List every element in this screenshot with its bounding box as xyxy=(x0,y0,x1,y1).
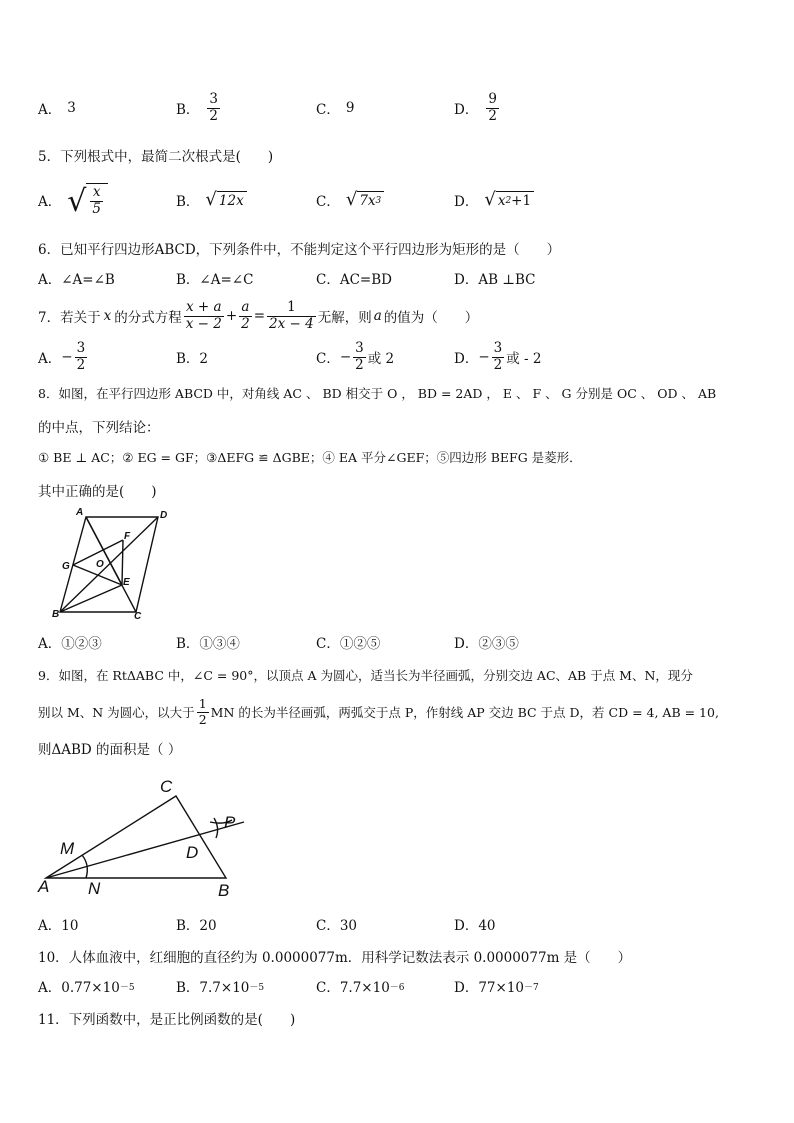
q7-stem: 7．若关于 x 的分式方程 $\frac{x + a}{x - 2}$ + $\frac{a}{2}$ = $\frac{1}{2x - 4}$ 无解，则 a 的值为（ ） xyxy=(38,298,479,332)
q9-option-d[interactable]: D．40 xyxy=(454,918,496,934)
q5-option-a[interactable]: A． √ $\frac{x}{5}$ xyxy=(38,178,108,222)
q9-option-c[interactable]: C．30 xyxy=(316,918,358,934)
q8-option-a[interactable]: A．①②③ xyxy=(38,636,102,652)
label-e: E xyxy=(123,577,130,588)
q4-option-c[interactable]: C． 9 xyxy=(316,100,355,118)
fraction: $\frac{x + a}{x - 2}$ xyxy=(185,298,222,332)
q9-option-b[interactable]: B．20 xyxy=(176,918,217,934)
segment-ae xyxy=(86,517,122,585)
q5-options xyxy=(38,178,758,222)
arc-p-1 xyxy=(214,818,218,838)
q8-options xyxy=(38,632,758,652)
q8-stem-line-1: 8．如图，在平行四边形 ABCD 中，对角线 AC 、 BD 相交于 O ， BD = 2AD ， E 、 F 、 G 分别是 OC 、 OD 、 AB xyxy=(38,386,717,401)
q4-option-d[interactable]: D． $\frac{9}{2}$ xyxy=(454,90,497,124)
label-a: A xyxy=(76,507,84,518)
q5-option-c[interactable]: C． √ 7x 3 xyxy=(316,178,384,222)
radical: √ 12x xyxy=(205,191,246,209)
label-f: F xyxy=(124,531,131,542)
q10-option-a[interactable]: A．0.77×10 －5 xyxy=(38,980,135,996)
fraction: $\frac{9}{2}$ xyxy=(488,90,497,124)
q5-option-b[interactable]: B． √ 12x xyxy=(176,178,247,222)
label-g: G xyxy=(62,561,70,572)
q7-option-a[interactable]: A． − $\frac{3}{2}$ xyxy=(38,339,86,373)
q7-option-c[interactable]: C． − $\frac{3}{2}$ 或 2 xyxy=(316,339,395,373)
label-m: M xyxy=(60,839,75,858)
q8-option-c[interactable]: C．①②⑤ xyxy=(316,636,381,652)
q4-option-a[interactable]: A． 3 xyxy=(38,100,76,118)
q8-option-b[interactable]: B．①③④ xyxy=(176,636,240,652)
radical: √ x 2 +1 xyxy=(484,191,534,209)
radical: √ 7x 3 xyxy=(346,191,384,209)
q8-question: 其中正确的是( ) xyxy=(38,484,157,500)
q4-options xyxy=(38,86,758,130)
label-b: B xyxy=(52,609,60,620)
q6-option-d[interactable]: D．AB ⊥BC xyxy=(454,272,536,288)
fraction: $\frac{3}{2}$ xyxy=(209,90,219,124)
ray-ap xyxy=(46,822,244,878)
q4-option-b[interactable]: B． $\frac{3}{2}$ xyxy=(176,90,219,124)
q10-options xyxy=(38,976,758,996)
segment-be xyxy=(60,585,122,612)
q6-option-c[interactable]: C．AC=BD xyxy=(316,272,392,288)
label-c: C xyxy=(134,611,142,622)
q5-option-d[interactable]: D． √ x 2 +1 xyxy=(454,178,534,222)
label-p: P xyxy=(224,813,236,832)
label-b: B xyxy=(218,881,230,900)
q7-option-b[interactable]: B．2 xyxy=(176,351,209,367)
q7-option-d[interactable]: D． − $\frac{3}{2}$ 或 - 2 xyxy=(454,339,542,373)
q10-option-b[interactable]: B．7.7×10 －5 xyxy=(176,980,265,996)
q6-option-a[interactable]: A．∠A=∠B xyxy=(38,272,115,288)
q7-options xyxy=(38,336,758,378)
q8-stem-line-2: 的中点，下列结论： xyxy=(38,420,160,436)
label-o: O xyxy=(96,559,104,570)
fraction-half: $\frac{1}{2}$ xyxy=(198,696,207,727)
label-c: C xyxy=(160,777,173,796)
label-a: A xyxy=(38,877,50,896)
q6-option-b[interactable]: B．∠A=∠C xyxy=(176,272,254,288)
q9-question: 则ΔABD 的面积是（ ） xyxy=(38,742,182,758)
label-d: D xyxy=(160,510,168,521)
q6-options xyxy=(38,268,758,288)
q11-stem: 11．下列函数中，是正比例函数的是( ) xyxy=(38,1012,296,1028)
radical: √ $\frac{x}{5}$ xyxy=(67,183,108,217)
fraction: $\frac{1}{2x - 4}$ xyxy=(269,298,314,332)
q9-options xyxy=(38,914,758,934)
q10-option-d[interactable]: D．77×10 －7 xyxy=(454,980,539,996)
q9-stem-line-2: 别以 M、N 为圆心，以大于 $\frac{1}{2}$ MN 的长为半径画弧，两弧交于点 P，作射线 AP 交边 BC 于点 D，若 CD = 4, AB = 10, xyxy=(38,696,719,727)
fraction: $\frac{a}{2}$ xyxy=(241,298,250,332)
q6-stem: 6．已知平行四边形ABCD，下列条件中，不能判定这个平行四边形为矩形的是（ ） xyxy=(38,242,561,258)
q5-stem: 5．下列根式中，最简二次根式是( ) xyxy=(38,149,274,165)
q9-triangle-figure xyxy=(34,772,254,900)
q8-parallelogram-figure xyxy=(40,505,180,623)
q9-option-a[interactable]: A．10 xyxy=(38,918,79,934)
label-d: D xyxy=(186,843,199,862)
label-n: N xyxy=(88,879,101,898)
q9-stem-line-1: 9．如图，在 RtΔABC 中，∠C = 90°，以顶点 A 为圆心，适当长为半径画弧，分别交边 AC、AB 于点 M、N，现分 xyxy=(38,668,693,683)
q8-conclusions: ① BE ⊥ AC；② EG = GF；③ΔEFG ≌ ΔGBE；④ EA 平分∠GEF；⑤四边形 BEFG 是菱形． xyxy=(38,450,582,465)
q10-stem: 10．人体血液中，红细胞的直径约为 0.0000077m．用科学记数法表示 0.0000077m 是（ ） xyxy=(38,950,632,966)
triangle-abc xyxy=(46,796,226,878)
q8-option-d[interactable]: D．②③⑤ xyxy=(454,636,519,652)
q10-option-c[interactable]: C．7.7×10 －6 xyxy=(316,980,405,996)
